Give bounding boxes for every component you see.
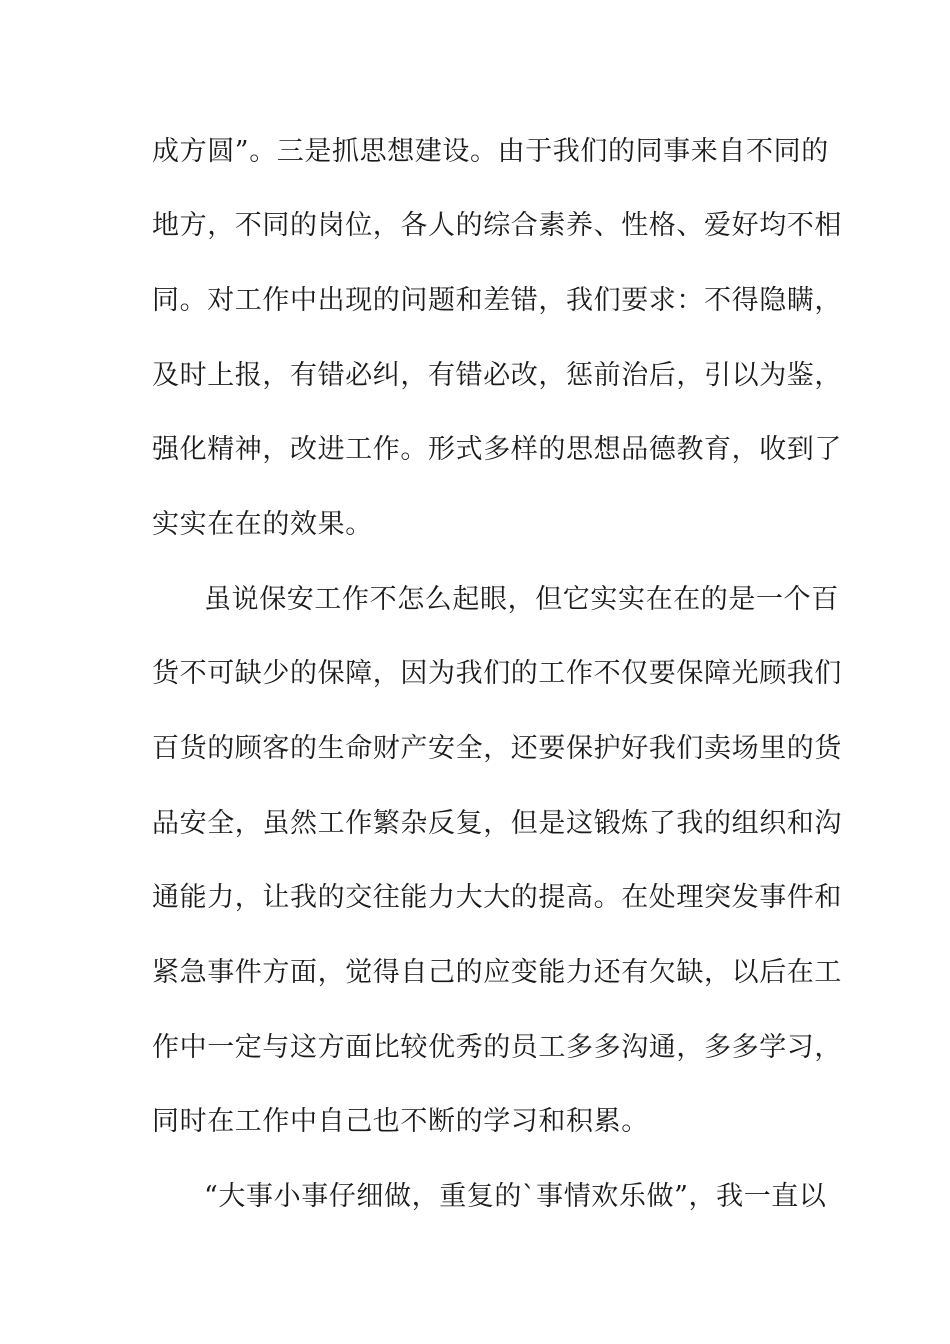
text-line: 品安全，虽然工作繁杂反复，但是这锻炼了我的组织和沟 bbox=[152, 808, 842, 839]
text-line: 百货的顾客的生命财产安全，还要保护好我们卖场里的货 bbox=[152, 733, 842, 764]
text-line: 作中一定与这方面比较优秀的员工多多沟通，多多学习， bbox=[152, 1032, 842, 1063]
paragraph-first-line: 虽说保安工作不怎么起眼，但它实实在在的是一个百 bbox=[204, 584, 839, 615]
text-line: 实实在在的效果。 bbox=[152, 509, 373, 540]
text-line: 货不可缺少的保障，因为我们的工作不仅要保障光顾我们 bbox=[152, 658, 842, 689]
text-line: 同。对工作中出现的问题和差错，我们要求：不得隐瞒， bbox=[152, 285, 842, 316]
text-line: 通能力，让我的交往能力大大的提高。在处理突发事件和 bbox=[152, 882, 842, 913]
text-line: 及时上报，有错必纠，有错必改，惩前治后，引以为鉴， bbox=[152, 360, 842, 391]
text-line: 地方，不同的岗位，各人的综合素养、性格、爱好均不相 bbox=[152, 210, 842, 241]
text-line: 同时在工作中自己也不断的学习和积累。 bbox=[152, 1106, 649, 1137]
text-line: 紧急事件方面，觉得自己的应变能力还有欠缺，以后在工 bbox=[152, 957, 842, 988]
text-line: 强化精神，改进工作。形式多样的思想品德教育，收到了 bbox=[152, 434, 842, 465]
text-line: 成方圆”。三是抓思想建设。由于我们的同事来自不同的 bbox=[152, 136, 829, 167]
paragraph-first-line: “大事小事仔细做，重复的`事情欢乐做”，我一直以 bbox=[204, 1181, 827, 1212]
